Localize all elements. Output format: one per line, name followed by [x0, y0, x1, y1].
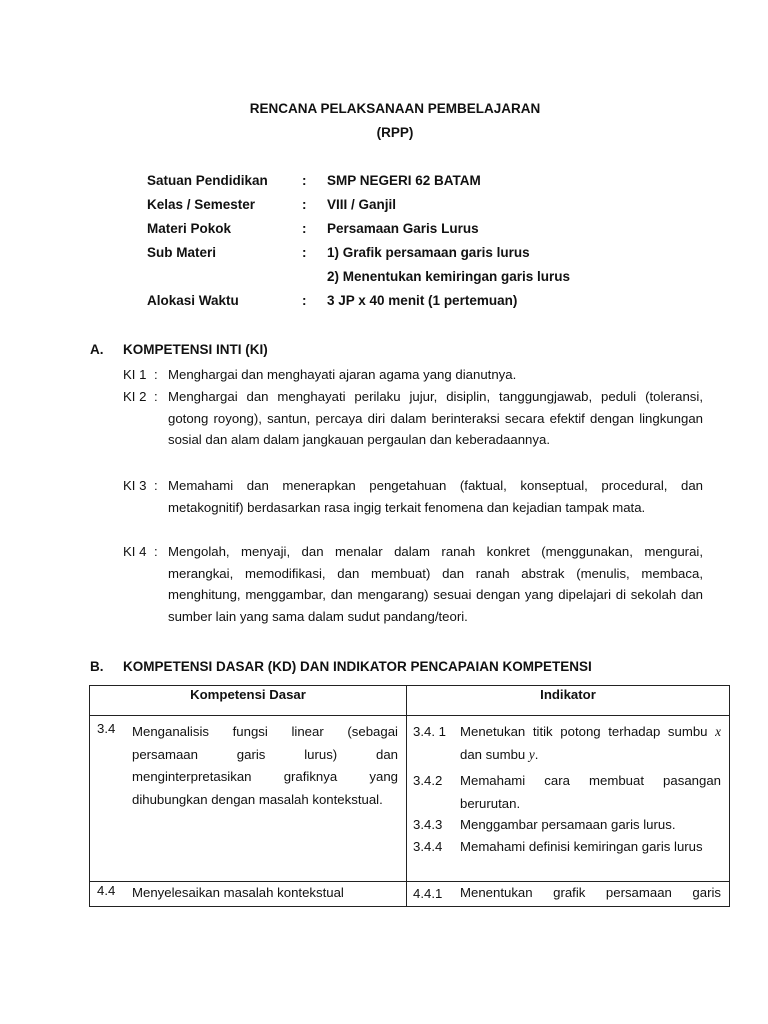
column-header-kompetensi-dasar: Kompetensi Dasar	[90, 686, 407, 716]
section-letter: A.	[90, 342, 104, 357]
indicator-text: Menentukan grafik persamaan garis	[460, 885, 721, 900]
kd-cell	[90, 716, 407, 882]
identity-label: Materi Pokok	[147, 221, 232, 236]
identity-value: 3 JP x 40 menit (1 pertemuan)	[327, 293, 518, 308]
section-letter: B.	[90, 659, 104, 674]
ki-colon: :	[154, 389, 158, 404]
ki-text: Memahami dan menerapkan pengetahuan (faktual, konseptual, procedural, dan metakognitif) berdasarkan rasa ingig terkait fenomena dan kejadian tampak mata.	[168, 478, 703, 515]
indicator-item	[408, 717, 728, 766]
indicator-text: Memahami definisi kemiringan garis lurus	[460, 839, 703, 854]
kd-number: 4.4	[97, 883, 116, 898]
indicator-number: 3.4.4	[413, 839, 443, 854]
indicator-number: 4.4.1	[413, 886, 443, 901]
ki-colon: :	[154, 478, 158, 493]
ki-item	[123, 541, 703, 627]
identity-colon: :	[302, 197, 307, 212]
ki-text: Mengolah, menyaji, dan menalar dalam ranah konkret (menggunakan, mengurai, merangkai, memodifikasi, dan membuat) dan ranah abstrak (menulis, membaca, menghitung, menggambar, dan mengarang) sesuai dengan yang dipelajari di sekolah dan sumber lain yang sama dalam sudut pandang/teori.	[168, 544, 703, 624]
kd-number: 3.4	[97, 721, 116, 736]
indicator-number: 3.4. 1	[413, 724, 446, 739]
indicator-item	[408, 832, 728, 880]
ki-colon: :	[154, 544, 158, 559]
indicator-cell	[407, 716, 730, 882]
ki-item	[123, 364, 703, 386]
indicator-text	[460, 717, 721, 766]
ki-colon: :	[154, 367, 158, 382]
kd-indicator-table	[89, 685, 730, 907]
ki-code: KI 3	[123, 478, 147, 493]
ki-item	[123, 475, 703, 518]
indicator-number: 3.4.2	[413, 773, 443, 788]
column-header-indikator: Indikator	[407, 686, 730, 716]
ki-item	[123, 386, 703, 451]
math-variable: y	[528, 746, 535, 762]
identity-colon: :	[302, 173, 307, 188]
identity-value: 2) Menentukan kemiringan garis lurus	[327, 269, 571, 284]
document-subtitle: (RPP)	[376, 125, 414, 140]
section-title: KOMPETENSI INTI (KI)	[123, 342, 268, 357]
table-header-row	[90, 686, 730, 716]
identity-colon: :	[302, 293, 307, 308]
identity-value: 1) Grafik persamaan garis lurus	[327, 245, 530, 260]
kd-text: Menganalisis fungsi linear (sebagai persamaan garis lurus) dan menginterpretasikan grafiknya yang dihubungkan dengan masalah kontekstual.	[132, 724, 398, 807]
ki-code: KI 1	[123, 367, 147, 382]
indicator-text-part: dan sumbu	[460, 746, 529, 762]
identity-colon: :	[302, 221, 307, 236]
ki-code: KI 2	[123, 389, 147, 404]
identity-value: Persamaan Garis Lurus	[327, 221, 479, 236]
indicator-number: 3.4.3	[413, 817, 443, 832]
kd-text: Menyelesaikan masalah kontekstual	[132, 885, 344, 900]
identity-label: Kelas / Semester	[147, 197, 256, 212]
identity-colon: :	[302, 245, 307, 260]
math-variable: x	[715, 724, 721, 739]
identity-label: Satuan Pendidikan	[147, 173, 268, 188]
identity-value: VIII / Ganjil	[327, 197, 397, 212]
identity-label: Alokasi Waktu	[147, 293, 239, 308]
table-row	[90, 716, 730, 882]
ki-code: KI 4	[123, 544, 147, 559]
identity-value: SMP NEGERI 62 BATAM	[327, 173, 481, 188]
document-title: RENCANA PELAKSANAAN PEMBELAJARAN	[249, 101, 541, 116]
ki-text: Menghargai dan menghayati perilaku jujur, disiplin, tanggungjawab, peduli (toleransi, gotong royong), santun, percaya diri dalam berinteraksi secara efektif dengan lingkungan sosial dan alam dalam jangkauan pergaulan dan keberadaannya.	[168, 389, 703, 448]
kd-cell	[90, 882, 407, 907]
indicator-item	[408, 766, 728, 810]
indicator-item	[408, 810, 728, 832]
indicator-item	[408, 883, 728, 905]
indicator-text: Menggambar persamaan garis lurus.	[460, 817, 676, 832]
indicator-text-part: Menetukan titik potong terhadap sumbu	[460, 724, 716, 739]
table-row	[90, 882, 730, 907]
section-title: KOMPETENSI DASAR (KD) DAN INDIKATOR PENCAPAIAN KOMPETENSI	[123, 659, 592, 674]
indicator-text-part: .	[534, 746, 539, 762]
indicator-text: Memahami cara membuat pasangan berurutan.	[460, 773, 721, 811]
ki-text: Menghargai dan menghayati ajaran agama yang dianutnya.	[168, 367, 517, 382]
identity-label: Sub Materi	[147, 245, 217, 260]
indicator-cell	[407, 882, 730, 907]
